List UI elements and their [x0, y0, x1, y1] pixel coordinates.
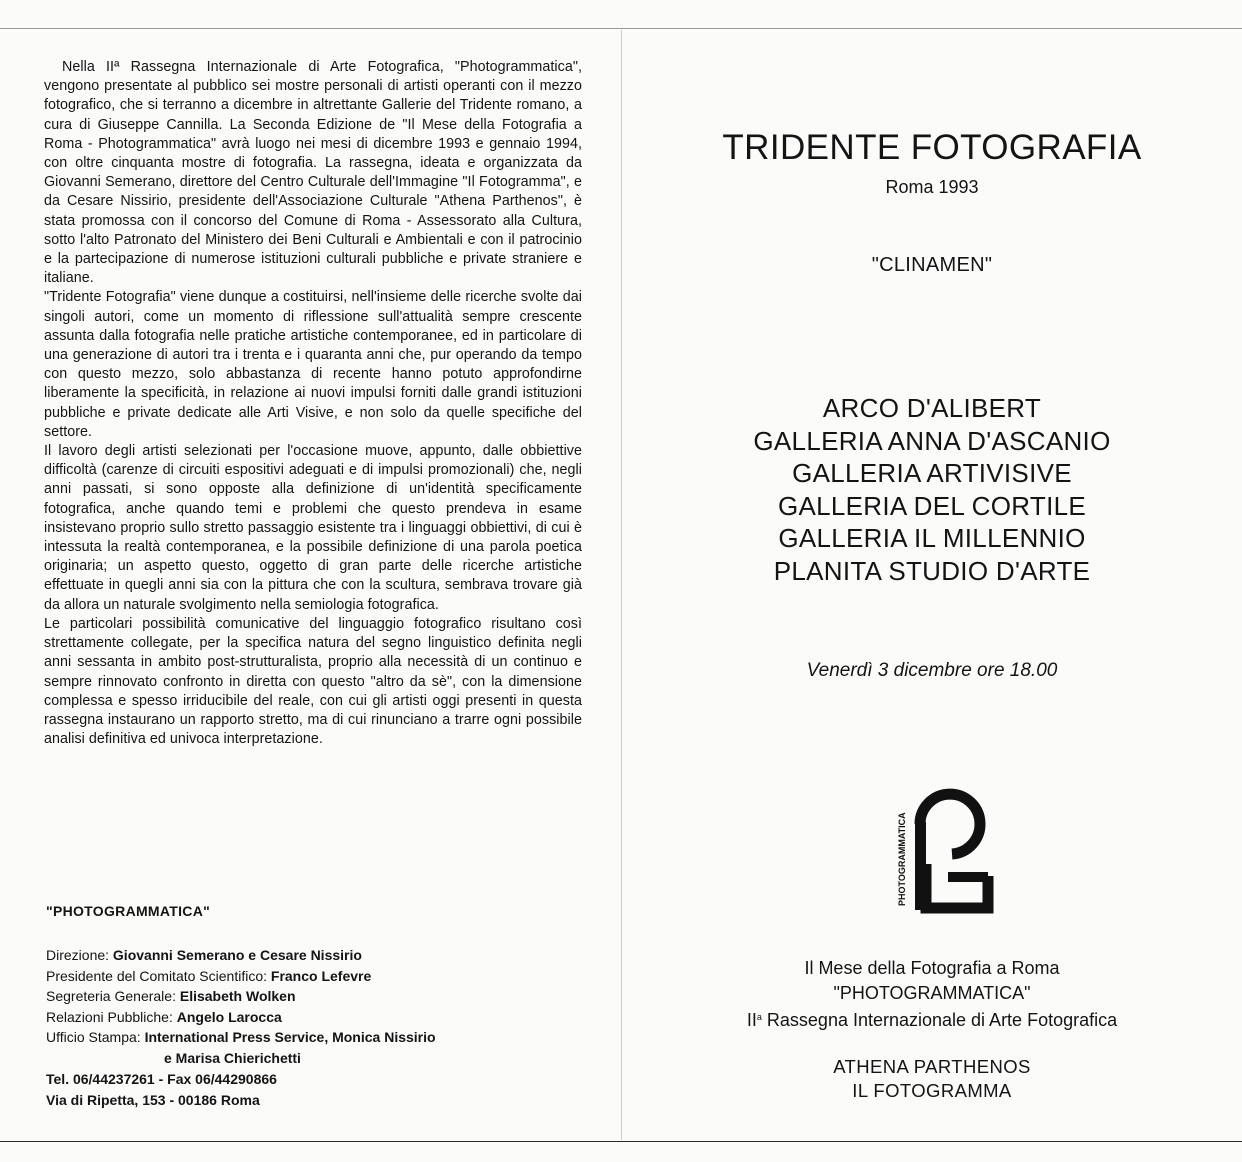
- body-paragraph-2: "Tridente Fotografia" viene dunque a costituirsi, nell'insieme delle ricerche svolte dai singoli autori, come un momento di riflessione sull'attualità sempre crescente assunta dalla fotografia nelle pratiche artistiche contemporanee, ed in particolare di una generazione di autori tra i trenta e i quaranta anni che, pur operando da tempo con questo mezzo, solo abbastanza di recente hanno potuto approfondirne liberamente la specificità, in relazione ai nuovi impulsi forniti dalle grandi istituzioni pubbliche e private dedicate alle Arti Visive, e non solo da quelle specifiche del settore.: [44, 289, 582, 440]
- contact-phone: Tel. 06/44237261 - Fax 06/44290866: [46, 1070, 277, 1087]
- left-panel: [44, 58, 582, 749]
- credit-direzione: Direzione: Giovanni Semerano e Cesare Nissirio: [46, 947, 362, 963]
- footer-line-3: $II^a$ Rassegna Internazionale di Arte Fotografica: [746, 1010, 1118, 1031]
- pg-logo-icon: [892, 778, 1012, 918]
- credits-block: [46, 903, 586, 1111]
- gallery-item: GALLERIA ANNA D'ASCANIO: [753, 425, 1111, 456]
- credits-title: "PHOTOGRAMMATICA": [46, 903, 211, 919]
- organizers-block: [622, 1055, 1242, 1103]
- page-subtitle: Roma 1993: [885, 177, 979, 197]
- organizer-item: ATHENA PARTHENOS: [833, 1056, 1031, 1077]
- credit-segreteria: Segreteria Generale: Elisabeth Wolken: [46, 988, 296, 1005]
- page-title: TRIDENTE FOTOGRAFIA: [722, 128, 1142, 167]
- intro-paragraph: Nella IIª Rassegna Internazionale di Arte Fotografica, "Photogrammatica", vengono presentate al pubblico sei mostre personali di artisti operanti con il mezzo fotografico, che si terranno a dicembre in altrettante Gallerie del Tridente romano, a cura di Giuseppe Cannilla. La Seconda Edizione de "Il Mese della Fotografia a Roma - Photogrammatica" avrà luogo nei mesi di dicembre 1993 e gennaio 1994, con oltre cinquanta mostre di fotografia. La rassegna, ideata e organizzata da Giovanni Semerano, direttore del Centro Culturale dell'Immagine "Il Fotogramma", e da Cesare Nissirio, presidente dell'Associazione Culturale "Athena Parthenos", è stata promossa con il concorso del Comune di Roma - Assessorato alla Cultura, sotto l'alto Patronato del Ministero dei Beni Culturali e Ambientali e con il patrocinio e la partecipazione di numerose istituzioni culturali pubbliche e private straniere e italiane.: [44, 59, 582, 287]
- gallery-item: GALLERIA ARTIVISIVE: [792, 458, 1072, 488]
- footer-line-2: "PHOTOGRAMMATICA": [833, 982, 1031, 1003]
- show-title: "CLINAMEN": [871, 254, 993, 276]
- body-paragraph-4: Le particolari possibilità comunicative del linguaggio fotografico risultano così strettamente collegate, per la specifica natura del segno linguistico definita negli anni sessanta in ambito post-strutturalista, proprio alla necessità di un continuo e sempre rinnovato confronto in diretta con questo "altro da sè", con la dimensione complessa e spesso irriducibile del reale, con cui gli artisti oggi presenti in questa rassegna instaurano un rapporto stretto, ma di cui rinunciano a trarre ogni possibile analisi definitiva ed univoca interpretazione.: [44, 615, 582, 748]
- event-date: Venerdì 3 dicembre ore 18.00: [806, 660, 1058, 681]
- contact-address: Via di Ripetta, 153 - 00186 Roma: [46, 1091, 260, 1108]
- right-panel: [622, 0, 1242, 1162]
- gallery-list: [622, 392, 1242, 587]
- photogrammatica-logo: [892, 778, 1012, 918]
- gallery-item: GALLERIA IL MILLENNIO: [778, 523, 1086, 553]
- gallery-item: ARCO D'ALIBERT: [822, 393, 1042, 423]
- footer-line-1: Il Mese della Fotografia a Roma: [804, 958, 1060, 978]
- credit-presidente: Presidente del Comitato Scientifico: Franco Lefevre: [46, 967, 372, 984]
- credit-relazioni: Relazioni Pubbliche: Angelo Larocca: [46, 1008, 282, 1025]
- gallery-item: PLANITA STUDIO D'ARTE: [773, 555, 1091, 586]
- svg-text:PHOTOGRAMMATICA: PHOTOGRAMMATICA: [897, 812, 907, 906]
- footer-block: [622, 956, 1242, 1033]
- organizer-item: IL FOTOGRAMMA: [852, 1080, 1012, 1101]
- gallery-item: GALLERIA DEL CORTILE: [777, 490, 1086, 521]
- credit-ufficio-stampa-cont: e Marisa Chierichetti: [164, 1049, 301, 1066]
- body-paragraph-3: Il lavoro degli artisti selezionati per l'occasione muove, appunto, dalle obbiettive difficoltà (carenze di circuiti espositivi adeguati e di impulsi promozionali) che, negli anni passati, si sono opposte alla definizione di un'identità specificamente fotografica, anche quando temi e problemi che questo prendeva in esame insistevano proprio sullo stretto passaggio esistente tra i linguaggi obbiettivi, di cui è intessuta la realtà contemporanea, e la possibile definizione di una parola poetica originaria; un aspetto questo, oggetto di gran parte delle ricerche artistiche effettuate in quegli anni sia con la pittura che con la scultura, sembrava trovare già da allora un naturale svolgimento nella semiologia fotografica.: [44, 443, 582, 613]
- credit-ufficio-stampa: Ufficio Stampa: International Press Service, Monica Nissirio: [46, 1029, 436, 1046]
